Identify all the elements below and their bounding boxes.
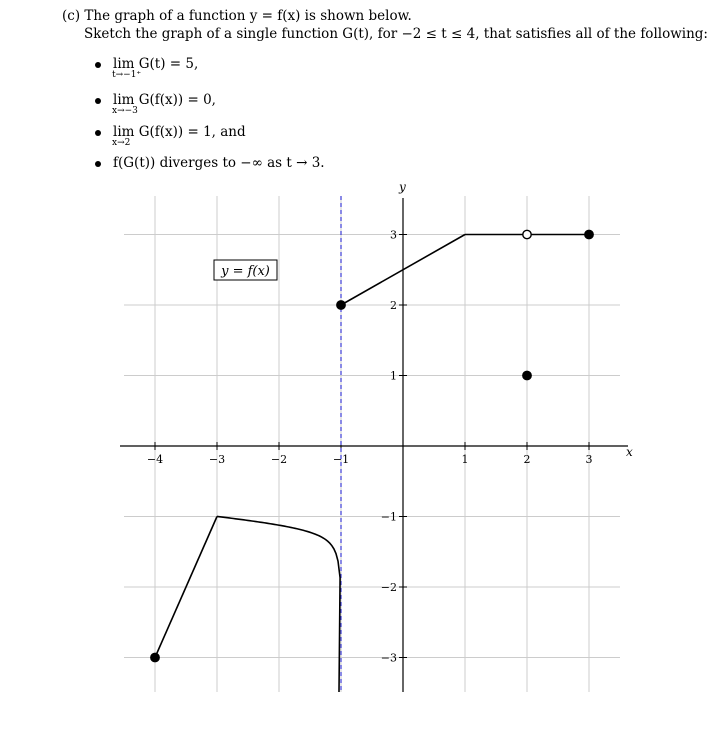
condition-3-sub: x→2 <box>112 138 131 148</box>
x-tick-label: 2 <box>523 453 531 466</box>
problem-label: (c) <box>62 8 81 24</box>
x-tick-label: −3 <box>208 453 226 466</box>
legend-label: y = f(x) <box>221 264 270 279</box>
tick-labels <box>147 180 633 665</box>
x-tick-label: −2 <box>270 453 288 466</box>
closed-point-end <box>585 230 593 238</box>
axes <box>120 198 628 692</box>
y-tick-label: 3 <box>390 228 397 242</box>
closed-point-left <box>151 653 159 661</box>
condition-4-text: f(G(t)) diverges to −∞ as t → 3. <box>113 155 325 171</box>
open-point <box>523 230 531 238</box>
x-tick-label: 3 <box>585 453 593 466</box>
condition-2-text: lim G(f(x)) = 0, <box>113 92 216 108</box>
y-tick-label: 1 <box>390 369 397 383</box>
y-tick-label: −2 <box>380 581 397 594</box>
problem-intro: The graph of a function y = f(x) is shown below. <box>84 8 412 24</box>
grid <box>124 196 620 692</box>
closed-point-mid <box>523 371 531 379</box>
y-tick-label: −3 <box>380 651 397 665</box>
legend <box>214 260 277 280</box>
condition-1-text: lim G(t) = 5, <box>113 56 199 72</box>
condition-1-sub: t→−1⁺ <box>112 70 142 80</box>
x-tick-label: −1 <box>332 453 350 466</box>
x-tick-label: −4 <box>146 453 164 466</box>
closed-point-asym <box>337 301 345 309</box>
condition-3-text: lim G(f(x)) = 1, and <box>113 124 246 140</box>
x-tick-label: 1 <box>461 453 469 466</box>
y-axis-label: y <box>399 180 406 194</box>
x-axis-label: x <box>626 445 633 459</box>
y-tick-label: 2 <box>390 299 397 312</box>
condition-2-sub: x→−3 <box>112 106 138 116</box>
y-tick-label: −1 <box>380 510 397 524</box>
problem-line-2: Sketch the graph of a single function G(t), for −2 ≤ t ≤ 4, that satisfies all of the following: <box>84 26 708 42</box>
